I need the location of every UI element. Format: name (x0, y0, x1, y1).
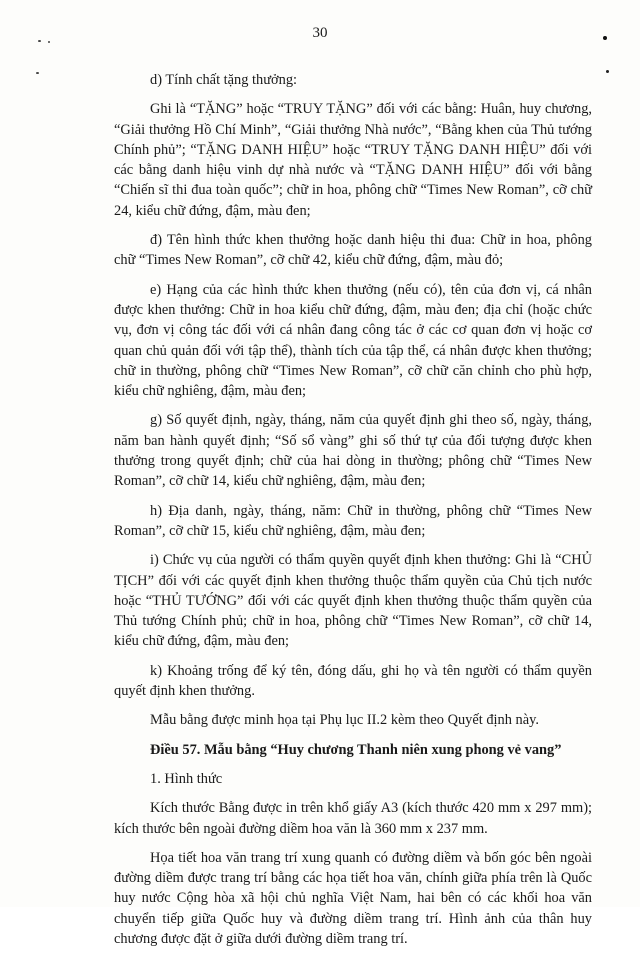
document-body (114, 70, 592, 958)
paragraph: i) Chức vụ của người có thẩm quyền quyết định khen thưởng: Ghi là “CHỦ TỊCH” đối với các quyết định khen thưởng thuộc thẩm quyền của Chủ tịch nước hoặc “THỦ TƯỚNG” đối với các quyết định khen thưởng thuộc thẩm quyền của Thủ tướng Chính phủ; chữ in hoa, phông chữ “Times New Roman”, cỡ chữ 14, kiểu chữ đứng, đậm, màu đen; (114, 552, 592, 650)
section-heading: 1. Hình thức (150, 770, 223, 787)
paragraph: d) Tính chất tặng thưởng: (150, 72, 298, 88)
article-heading: Điều 57. Mẫu bằng “Huy chương Thanh niên xung phong vẻ vang” (150, 741, 562, 758)
paragraph: k) Khoảng trống để ký tên, đóng dấu, ghi họ và tên người có thẩm quyền quyết định khen thưởng. (114, 662, 592, 700)
paragraph: Mẫu bằng được minh họa tại Phụ lục II.2 kèm theo Quyết định này. (150, 712, 539, 729)
page-number: 30 (312, 25, 328, 41)
paragraph: g) Số quyết định, ngày, tháng, năm của quyết định ghi theo số, ngày, tháng, năm ban hành quyết định; “Số sổ vàng” ghi số thứ tự của đối tượng được khen thưởng trong quyết định; chữ của hai dòng in thường; phông chữ “Times New Roman”, cỡ chữ 14, kiểu chữ nghiêng, đậm, màu đen; (114, 412, 592, 490)
paragraph: Họa tiết hoa văn trang trí xung quanh có đường diềm và bốn góc bên ngoài đường diềm được trang trí bằng các họa tiết hoa văn, chính giữa phía trên là Quốc huy nước Cộng hòa xã hội chủ nghĩa Việt Nam, hai bên có các khối hoa văn chuyển tiếp giữa Quốc huy và đường diềm trang trí. Hình ảnh của thân huy chương được đặt ở giữa dưới đường diềm trang trí. (114, 849, 592, 947)
paragraph: Ghi là “TẶNG” hoặc “TRUY TẶNG” đối với các bằng: Huân, huy chương, “Giải thưởng Hồ Chí Minh”, “Giải thưởng Nhà nước”, “Bằng khen của Thủ tướng Chính phủ”; “TẶNG DANH HIỆU” hoặc “TRUY TẶNG DANH HIỆU” đối với các bằng danh hiệu vinh dự nhà nước và “TẶNG DANH HIỆU” đối với bằng “Chiến sĩ thi đua toàn quốc”; chữ in hoa, phông chữ “Times New Roman”, cỡ chữ 24, kiểu chữ đứng, đậm, màu đen; (114, 101, 592, 219)
paragraph: e) Hạng của các hình thức khen thưởng (nếu có), tên của đơn vị, cá nhân được khen thưởng: Chữ in hoa kiểu chữ đứng, đậm, màu đen; địa chỉ (hoặc chức vụ, đơn vị công tác đối với cá nhân đang công tác ở các cơ quan đơn vị hoặc cơ quan chủ quản đối với tập thể), thành tích của tập thể, cá nhân được khen thưởng; chữ in thường, phông chữ “Times New Roman”, cỡ chữ căn chỉnh cho phù hợp, kiểu chữ nghiêng, đậm, màu đen; (114, 281, 592, 400)
paragraph: Kích thước Bằng được in trên khổ giấy A3 (kích thước 420 mm x 297 mm); kích thước bên ngoài đường diềm hoa văn là 360 mm x 237 mm. (114, 800, 592, 837)
paragraph: đ) Tên hình thức khen thưởng hoặc danh hiệu thi đua: Chữ in hoa, phông chữ “Times New Roman”, cỡ chữ 42, kiểu chữ đứng, đậm, màu đỏ; (114, 232, 592, 269)
scan-speck (36, 72, 39, 74)
scan-speck (606, 70, 609, 73)
paragraph: h) Địa danh, ngày, tháng, năm: Chữ in thường, phông chữ “Times New Roman”, cỡ chữ 15, kiểu chữ nghiêng, đậm, màu đen; (114, 502, 592, 539)
